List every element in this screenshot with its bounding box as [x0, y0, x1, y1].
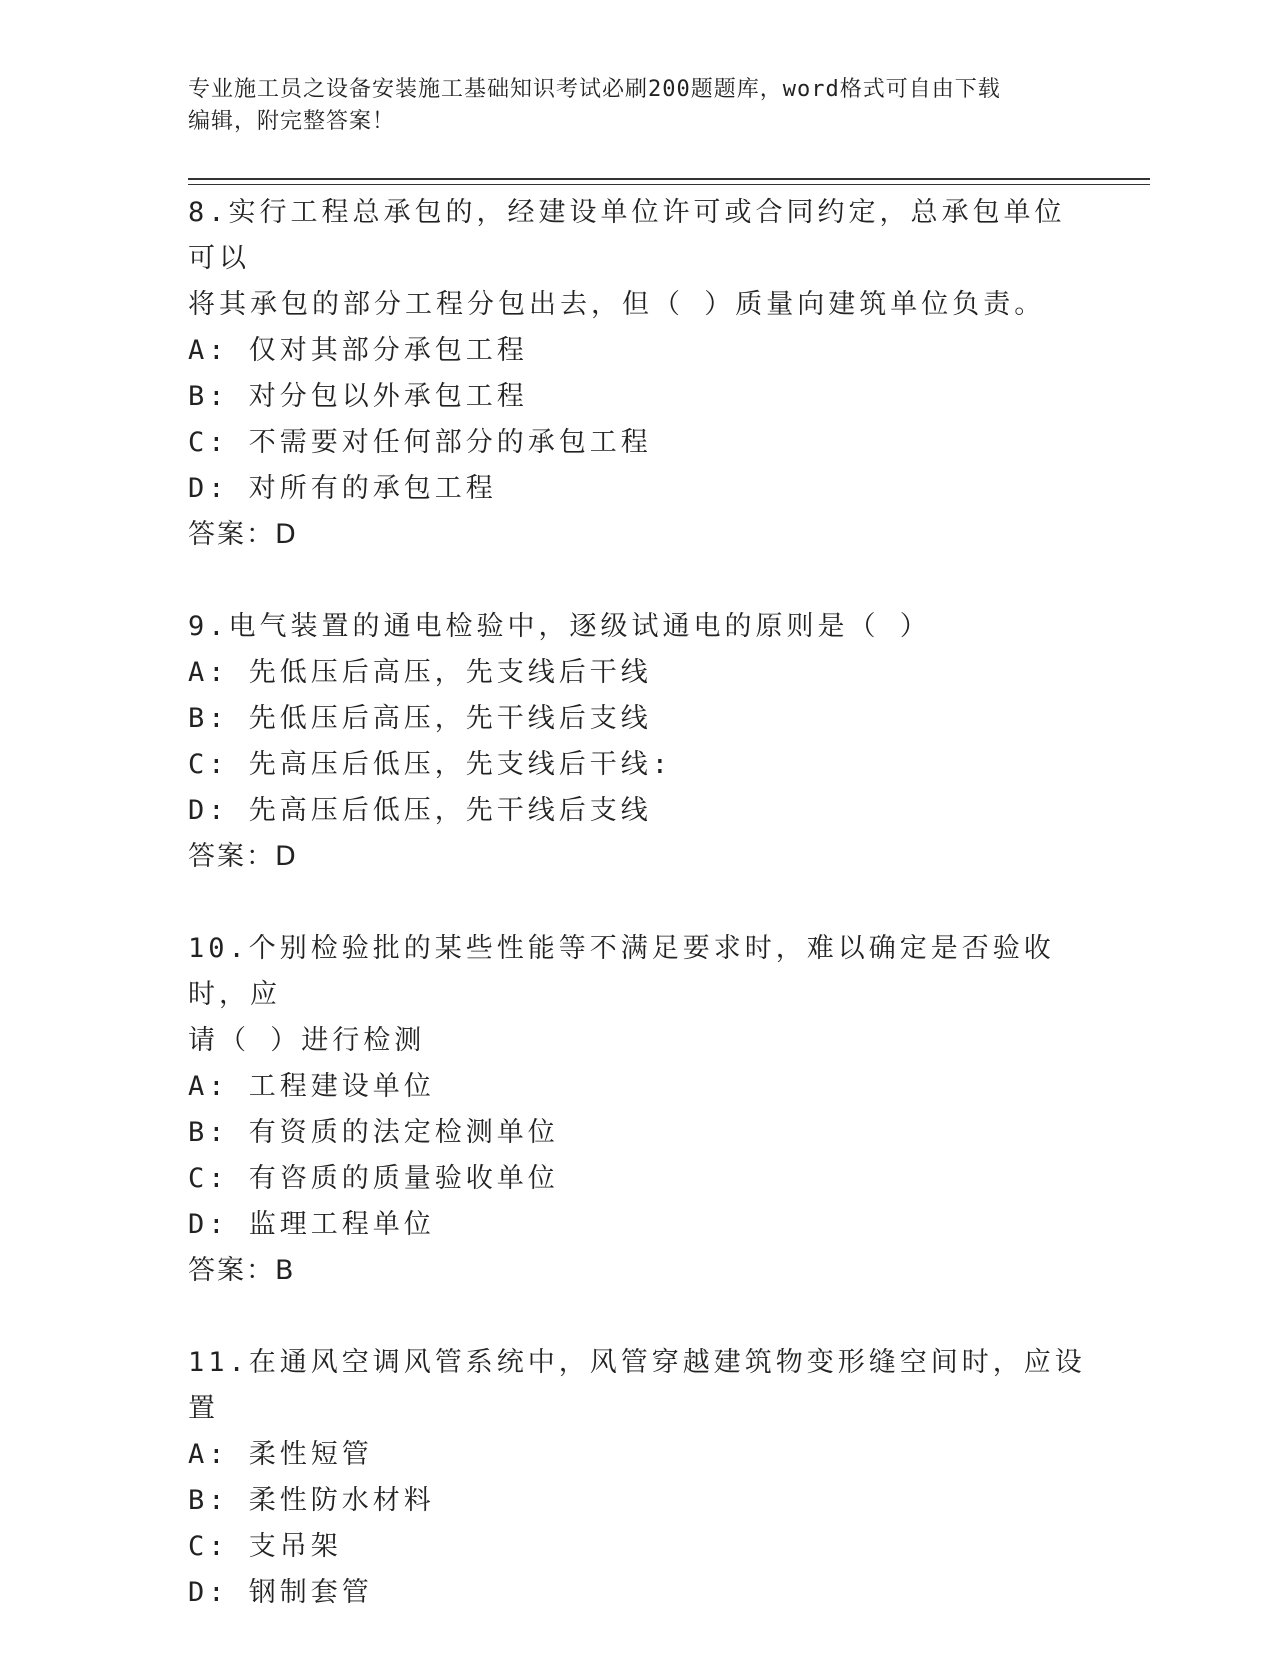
option-d: D: 钢制套管: [188, 1577, 373, 1608]
option-d: D: 监理工程单位: [188, 1209, 435, 1240]
option-a: A: 工程建设单位: [188, 1071, 435, 1102]
option-b: B: 先低压后高压，先干线后支线: [188, 703, 652, 734]
answer: 答案：B: [188, 1255, 296, 1286]
option-b: B: 对分包以外承包工程: [188, 381, 528, 412]
option-b: B: 有资质的法定检测单位: [188, 1117, 559, 1148]
answer: 答案：D: [188, 841, 298, 872]
option-a: A: 柔性短管: [188, 1439, 373, 1470]
question-8: [188, 190, 1088, 558]
question-9: [188, 604, 1088, 880]
question-stem: 请（ ）进行检测: [188, 1025, 426, 1056]
question-stem: 将其承包的部分工程分包出去，但（ ）质量向建筑单位负责。: [188, 289, 1046, 320]
option-c: C: 不需要对任何部分的承包工程: [188, 427, 652, 458]
header-line-1: 专业施工员之设备安装施工基础知识考试必刷200题题库，word格式可自由下载: [188, 77, 1001, 102]
option-d: D: 先高压后低压，先干线后支线: [188, 795, 652, 826]
question-11: [188, 1340, 1088, 1616]
option-c: C: 支吊架: [188, 1531, 342, 1562]
option-b: B: 柔性防水材料: [188, 1485, 435, 1516]
option-c: C: 有咨质的质量验收单位: [188, 1163, 559, 1194]
option-a: A: 先低压后高压，先支线后干线: [188, 657, 652, 688]
option-c: C: 先高压后低压，先支线后干线:: [188, 749, 673, 780]
question-10: [188, 926, 1088, 1294]
document-header: [188, 74, 1088, 138]
header-line-2: 编辑，附完整答案！: [188, 109, 396, 134]
answer: 答案：D: [188, 519, 298, 550]
question-stem: 11.在通风空调风管系统中，风管穿越建筑物变形缝空间时，应设置: [188, 1347, 1086, 1424]
question-stem: 9.电气装置的通电检验中，逐级试通电的原则是（ ）: [188, 611, 931, 642]
question-stem: 10.个别检验批的某些性能等不满足要求时，难以确定是否验收时，应: [188, 933, 1055, 1010]
header-divider-thin: [188, 184, 1150, 185]
question-list: [188, 190, 1088, 1662]
option-d: D: 对所有的承包工程: [188, 473, 497, 504]
header-divider-thick: [188, 178, 1150, 180]
question-stem: 8.实行工程总承包的，经建设单位许可或合同约定，总承包单位可以: [188, 197, 1066, 274]
option-a: A: 仅对其部分承包工程: [188, 335, 528, 366]
